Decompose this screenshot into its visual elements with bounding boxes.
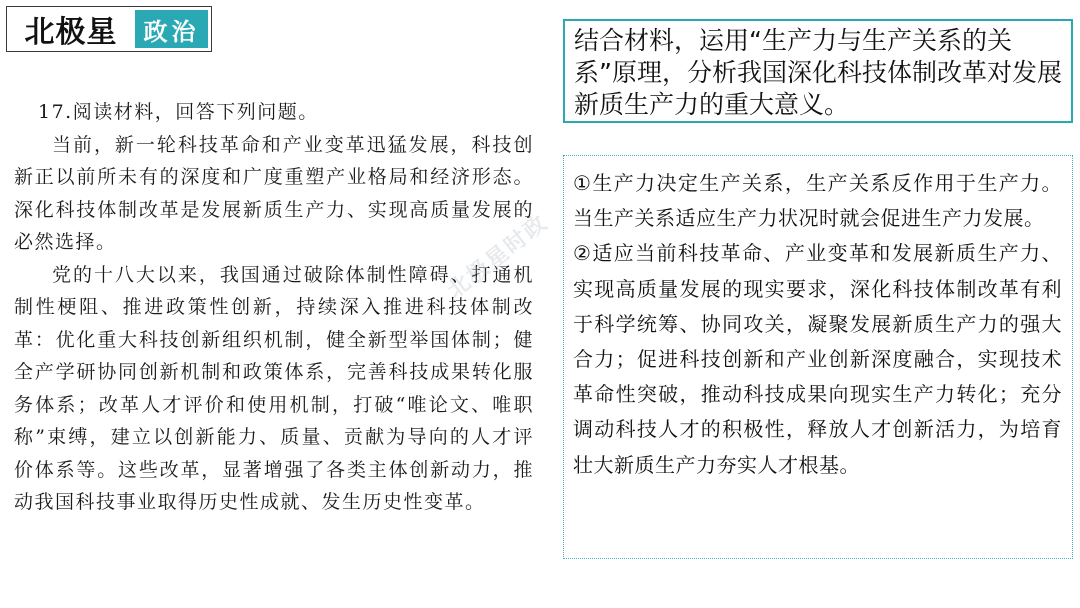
subject-badge: 政治 (135, 10, 208, 48)
question-text: 结合材料，运用“生产力与生产关系的关系”原理，分析我国深化科技体制改革对发展新质生产力的重大意义。 (574, 26, 1062, 119)
brand-logo (6, 6, 212, 52)
answer-point-2: ②适应当前科技革命、产业变革和发展新质生产力、实现高质量发展的现实要求，深化科技体制改革有利于科学统筹、协同攻关，凝聚发展新质生产力的强大合力；促进科技创新和产业创新深度融合，实现技术革命性突破，推动科技成果向现实生产力转化；充分调动科技人才的积极性，释放人才创新活力，为培育壮大新质生产力夯实人才根基。 (573, 241, 1062, 477)
question-number-title: 17.阅读材料，回答下列问题。 (38, 101, 319, 123)
watermark: 北极星时政 (443, 210, 554, 304)
material-paragraph-2: 党的十八大以来，我国通过破除体制性障碍、打通机制性梗阻、推进政策性创新，持续深入推进科技体制改革：优化重大科技创新组织机制，健全新型举国体制；健全产学研协同创新机制和政策体系，完善科技成果转化服务体系；改革人才评价和使用机制，打破“唯论文、唯职称”束缚，建立以创新能力、质量、贡献为导向的人才评价体系等。这些改革，显著增强了各类主体创新动力，推动我国科技事业取得历史性成就、发生历史性变革。 (14, 263, 534, 513)
answer-box (563, 155, 1073, 559)
brand-name: 北极星 (24, 15, 118, 50)
reading-material (14, 96, 534, 519)
material-paragraph-1: 当前，新一轮科技革命和产业变革迅猛发展，科技创新正以前所未有的深度和广度重塑产业格局和经济形态。深化科技体制改革是发展新质生产力、实现高质量发展的必然选择。 (14, 133, 534, 253)
question-box (563, 19, 1073, 123)
answer-point-1: ①生产力决定生产关系，生产关系反作用于生产力。当生产关系适应生产力状况时就会促进生产力发展。 (573, 171, 1062, 231)
